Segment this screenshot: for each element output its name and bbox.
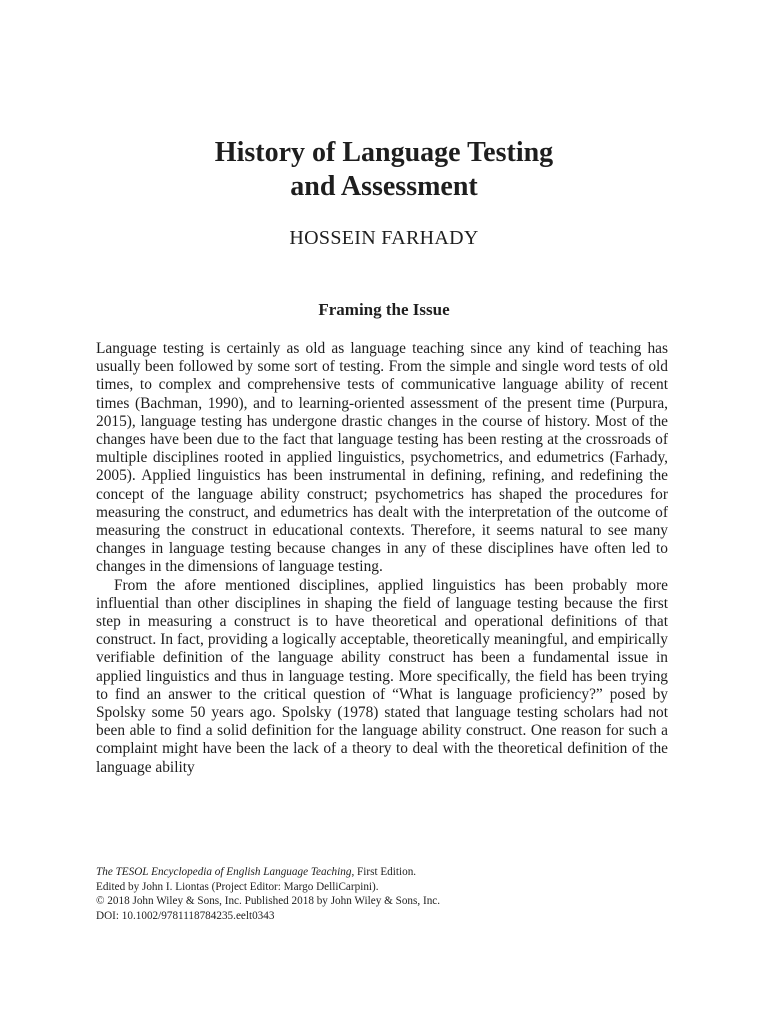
author-name: HOSSEIN FARHADY <box>289 227 479 249</box>
page-title-line-2: and Assessment <box>290 171 478 202</box>
footer-edition: , First Edition. <box>351 866 417 878</box>
page-title <box>0 136 768 204</box>
footer-copyright: © 2018 John Wiley & Sons, Inc. Published 2018 by John Wiley & Sons, Inc. <box>96 895 441 908</box>
section-heading: Framing the Issue <box>318 300 450 319</box>
footer-editor: Edited by John I. Liontas (Project Editor: Margo DelliCarpini). <box>96 880 379 893</box>
footer-doi: DOI: 10.1002/9781118784235.eelt0343 <box>96 909 275 922</box>
body-text <box>96 340 668 777</box>
page-title-line-1: History of Language Testing <box>214 137 554 168</box>
footer-book-title: The TESOL Encyclopedia of English Language Teaching <box>96 866 352 878</box>
paragraph-2: From the afore mentioned disciplines, applied linguistics has been probably more influential than other disciplines in shaping the field of language testing because the first step in measuring a construct is to have theoretical and operational definitions of that construct. In fact, providing a logically acceptable, theoretically meaningful, and empirically verifiable definition of the language ability construct has been a fundamental issue in applied linguistics and thus in language testing. More specifically, the field has been trying to find an answer to the critical question of “What is language proficiency?” posed by Spolsky some 50 years ago. Spolsky (1978) stated that language testing scholars had not been able to find a solid definition for the language ability construct. One reason for such a complaint might have been the lack of a theory to deal with the theoretical definition of the language ability <box>96 576 668 776</box>
paragraph-1: Language testing is certainly as old as language teaching since any kind of teaching has usually been followed by some sort of testing. From the simple and single word tests of old times, to complex and comprehensive tests of communicative language ability of recent times (Bachman, 1990), and to learning-oriented assessment of the present time (Purpura, 2015), language testing has undergone drastic changes in the course of history. Most of the changes have been due to the fact that language testing has been resting at the crossroads of multiple disciplines rooted in applied linguistics, psychometrics, and edumetrics (Farhady, 2005). Applied linguistics has been instrumental in defining, refining, and redefining the concept of the language ability construct; psychometrics has shaped the procedures for measuring the construct, and edumetrics has dealt with the interpretation of the outcome of measuring the construct in educational contexts. Therefore, it seems natural to see many changes in language testing because changes in any of these disciplines have often led to changes in the dimensions of language testing. <box>96 340 668 576</box>
publication-footer <box>96 865 668 923</box>
footer-source-line <box>96 865 668 880</box>
